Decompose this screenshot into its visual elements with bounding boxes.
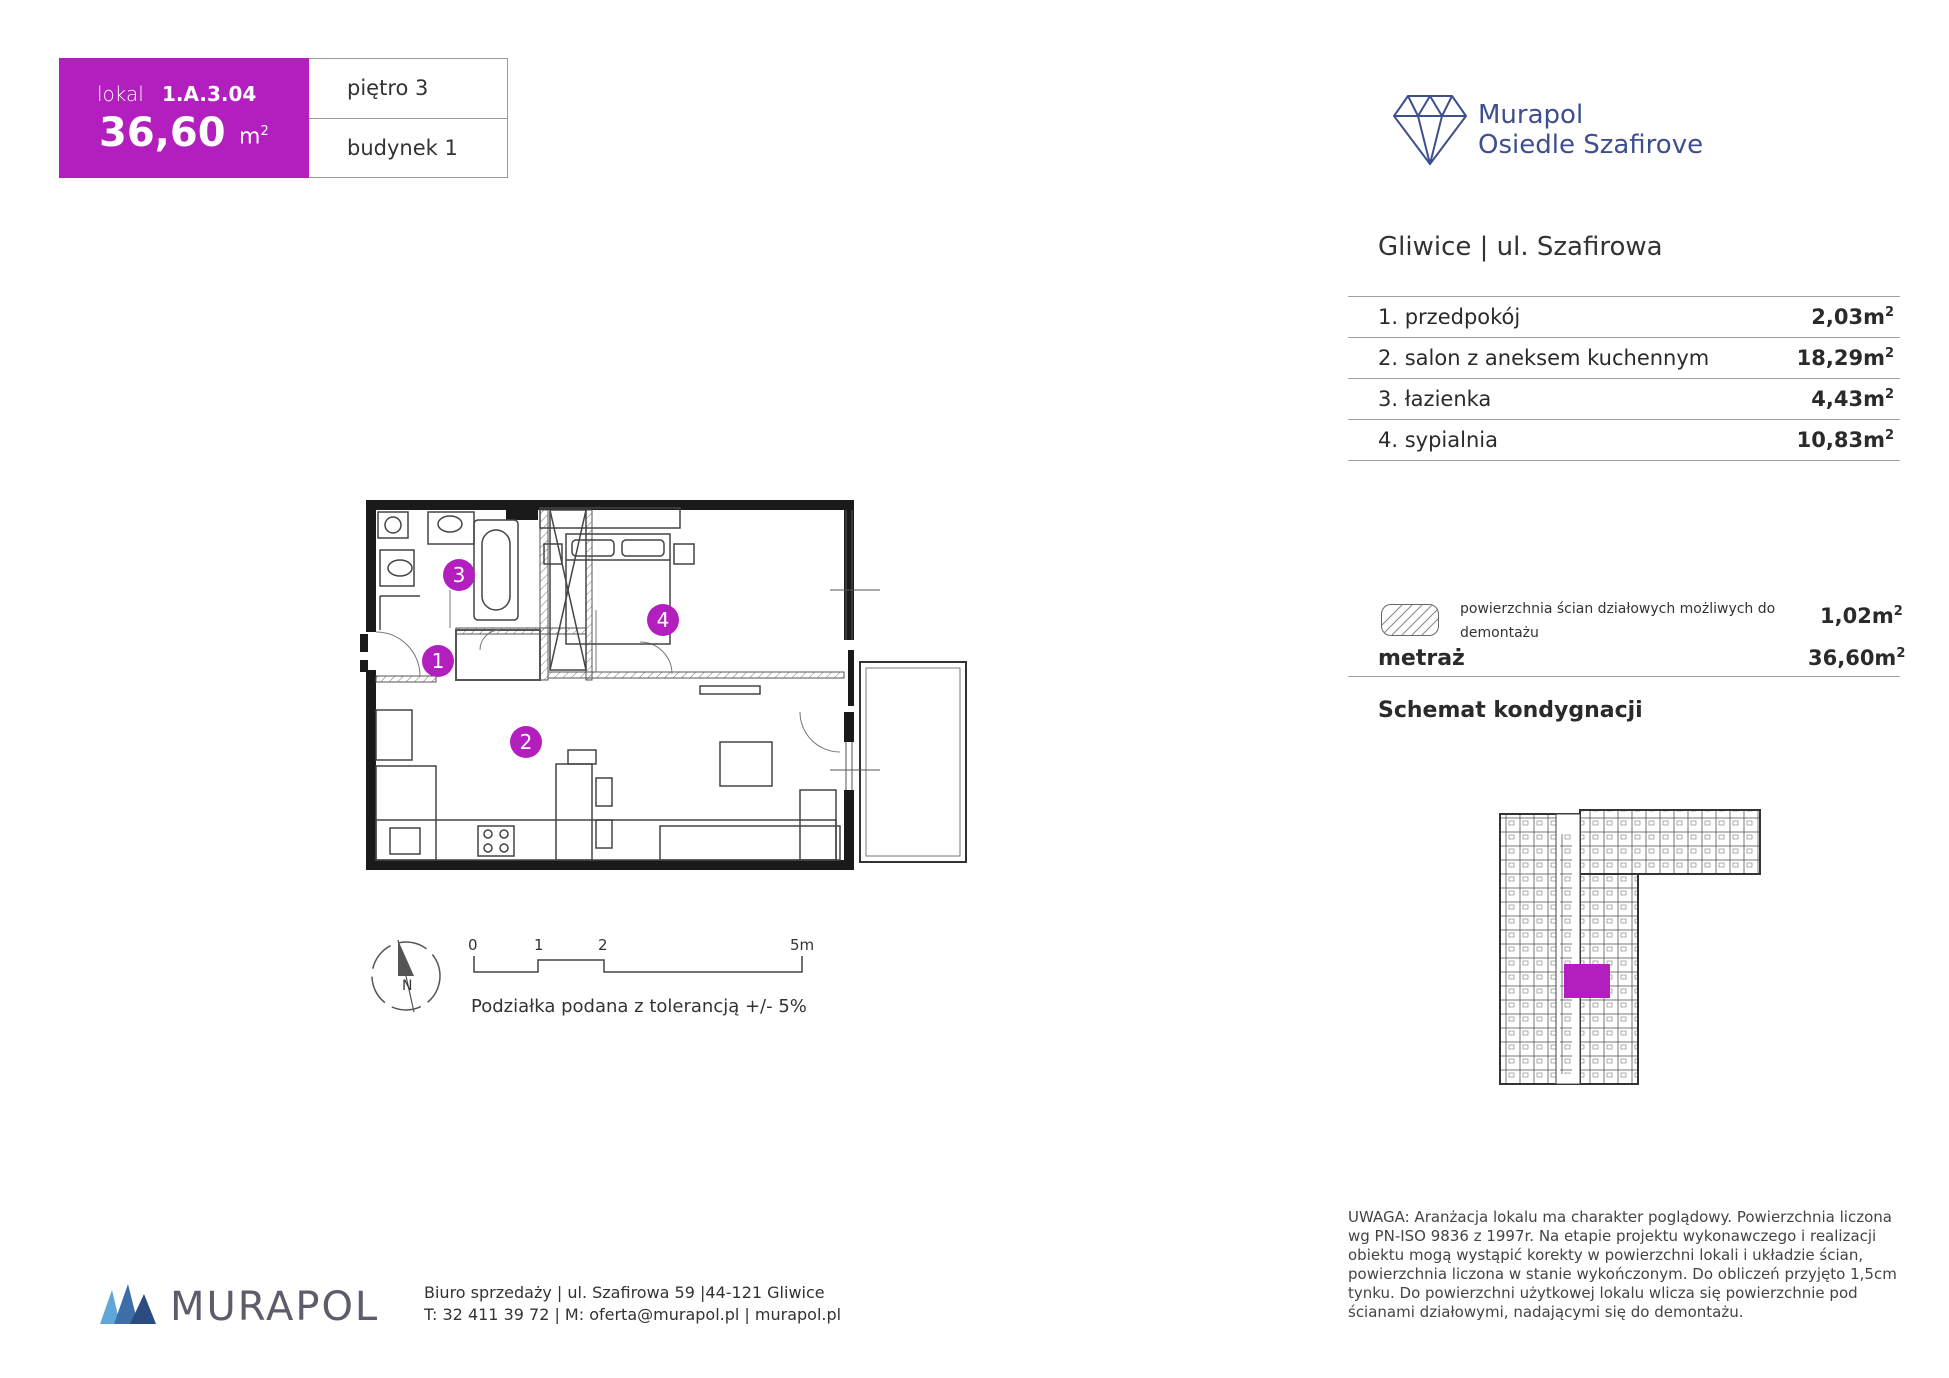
partition-label: powierzchnia ścian działowych możliwych do demontażu (1460, 601, 1776, 641)
schemat-title: Schemat kondygnacji (1378, 698, 1643, 723)
room-marker-label: 2 (519, 730, 533, 754)
compass-icon (364, 934, 448, 1018)
unit-area-unit: $m^2$ (239, 124, 269, 150)
divider (1348, 676, 1900, 677)
rooms-table (1348, 296, 1900, 461)
partition-value: $1,02m^2$ (1820, 604, 1903, 628)
brand-name: Murapol Osiedle Szafirove (1478, 100, 1704, 160)
metraz-value: $36,60m^2$ (1808, 646, 1906, 670)
scale-tick: 0 (468, 936, 478, 954)
room-marker-label: 1 (431, 649, 445, 673)
floor-plan (360, 490, 980, 890)
lokal-code: 1.A.3.04 (162, 82, 257, 106)
unit-area: 36,60 (99, 110, 226, 156)
room-row: 3. łazienka $4,43m^2$ (1348, 379, 1900, 420)
scale-tick: 2 (598, 936, 608, 954)
building-label: budynek 1 (309, 118, 507, 177)
unit-summary (59, 58, 309, 178)
room-marker-label: 3 (452, 563, 466, 587)
scale-note: Podziałka podana z tolerancją +/- 5% (471, 996, 807, 1017)
scale-tick: 1 (534, 936, 544, 954)
unit-header (59, 58, 509, 178)
floor-schema (1492, 804, 1772, 1090)
room-marker-label: 4 (656, 608, 670, 632)
murapol-logo-icon (98, 1282, 158, 1326)
office-address: Biuro sprzedaży | ul. Szafirowa 59 |44-121 Gliwice (424, 1283, 825, 1302)
contact-info (424, 1282, 841, 1326)
svg-text:N: N (402, 978, 413, 994)
contact-line: T: 32 411 39 72 | M: oferta@murapol.pl | murapol.pl (424, 1305, 842, 1324)
footer-brand: MURAPOL (170, 1284, 380, 1330)
unit-info (309, 58, 508, 178)
scale-tick: 5m (790, 936, 815, 954)
room-row: 1. przedpokój $2,03m^2$ (1348, 297, 1900, 338)
diamond-logo-icon (1390, 92, 1470, 168)
location-title: Gliwice | ul. Szafirowa (1378, 232, 1663, 262)
scale-bar (468, 936, 828, 976)
disclaimer-note: UWAGA: Aranżacja lokalu ma charakter poglądowy. Powierzchnia liczona wg PN-ISO 9836 z 1997r. Na etapie projektu wykonawczego i realizacji obiektu mogą wystąpić korekty w powierzchni lokali i układzie ścian, powierzchnia liczona w stanie wykończonym. Do obliczeń przyjęto 1,5cm tynku. Do powierzchni użytkowej lokalu wlicza się powierzchnie pod ścianami działowymi, nadającymi się do demontażu. (1348, 1208, 1897, 1321)
metraz-label: metraż (1378, 646, 1465, 671)
unit-highlight (1564, 964, 1610, 998)
floor-label: piętro 3 (347, 76, 429, 100)
room-row: 4. sypialnia $10,83m^2$ (1348, 420, 1900, 461)
hatch-legend-icon (1381, 604, 1439, 636)
room-row: 2. salon z aneksem kuchennym $18,29m^2$ (1348, 338, 1900, 379)
lokal-label: lokal (97, 82, 144, 106)
